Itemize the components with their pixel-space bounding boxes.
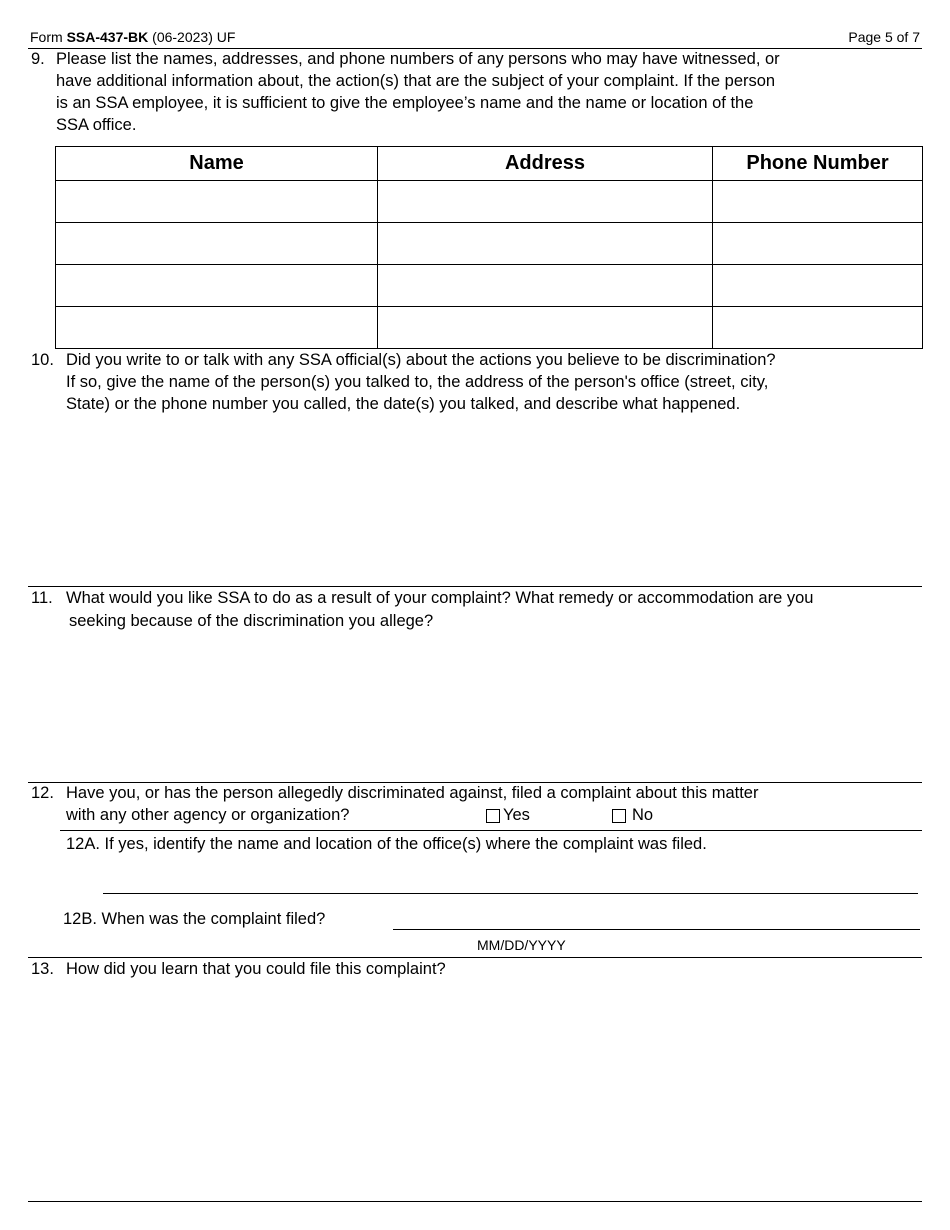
- witness-name-cell[interactable]: [56, 223, 378, 265]
- column-header-phone: Phone Number: [713, 147, 923, 181]
- q10-answer-area[interactable]: [66, 420, 916, 580]
- q12a-label: 12A. If yes, identify the name and location of the office(s) where the complaint was filed.: [66, 835, 707, 853]
- witness-table: [55, 146, 923, 349]
- q11-text-line-2: seeking because of the discrimination you allege?: [69, 612, 434, 630]
- table-row: [56, 181, 923, 223]
- no-checkbox[interactable]: [612, 809, 626, 823]
- table-row: [56, 307, 923, 349]
- q10-text-line-1: Did you write to or talk with any SSA official(s) about the actions you believe to be discrimination?: [66, 351, 776, 369]
- q9-text-line-3: is an SSA employee, it is sufficient to give the employee’s name and the name or location of the: [56, 94, 754, 112]
- witness-phone-cell[interactable]: [713, 181, 923, 223]
- witness-address-cell[interactable]: [378, 223, 713, 265]
- page-number: Page 5 of 7: [848, 29, 920, 45]
- q9-text-line-2: have additional information about, the action(s) that are the subject of your complaint. If the person: [56, 72, 776, 90]
- column-header-address: Address: [378, 147, 713, 181]
- witness-address-cell[interactable]: [378, 307, 713, 349]
- q10-text-line-2: If so, give the name of the person(s) you talked to, the address of the person's office (street, city,: [66, 373, 769, 391]
- yes-label: Yes: [503, 806, 530, 824]
- witness-address-cell[interactable]: [378, 181, 713, 223]
- q12-text-line-2: with any other agency or organization?: [66, 806, 350, 824]
- q11-answer-area[interactable]: [66, 636, 916, 776]
- q10-text-line-3: State) or the phone number you called, the date(s) you talked, and describe what happened.: [66, 395, 741, 413]
- witness-phone-cell[interactable]: [713, 265, 923, 307]
- table-row: [56, 223, 923, 265]
- q11-text-line-1: What would you like SSA to do as a result of your complaint? What remedy or accommodation are you: [66, 589, 814, 607]
- q9-text-line-4: SSA office.: [56, 116, 137, 134]
- q13-answer-area[interactable]: [66, 986, 916, 1191]
- q12-no-option[interactable]: [612, 804, 653, 826]
- witness-phone-cell[interactable]: [713, 307, 923, 349]
- page-bottom-rule: [28, 1201, 922, 1202]
- table-row: [56, 265, 923, 307]
- q12b-date-field[interactable]: [393, 902, 919, 928]
- witness-phone-cell[interactable]: [713, 223, 923, 265]
- no-label: No: [632, 806, 654, 824]
- q9-number: 9.: [31, 50, 45, 68]
- q9-text-line-1: Please list the names, addresses, and phone numbers of any persons who may have witnessed, or: [56, 50, 780, 68]
- witness-name-cell[interactable]: [56, 265, 378, 307]
- column-header-name: Name: [56, 147, 378, 181]
- yes-checkbox[interactable]: [486, 809, 500, 823]
- witness-name-cell[interactable]: [56, 181, 378, 223]
- q13-label: How did you learn that you could file this complaint?: [66, 960, 446, 978]
- date-format-hint: MM/DD/YYYY: [477, 937, 566, 953]
- witness-address-cell[interactable]: [378, 265, 713, 307]
- q12b-label: 12B. When was the complaint filed?: [63, 910, 326, 928]
- q12a-answer-line: [103, 893, 918, 894]
- q13-number: 13.: [31, 960, 54, 978]
- q12-yes-option[interactable]: [486, 804, 530, 826]
- q11-number: 11.: [31, 589, 53, 607]
- q12a-answer-field[interactable]: [103, 862, 917, 890]
- q12-number: 12.: [31, 784, 54, 802]
- q12-divider: [60, 830, 922, 831]
- witness-table-header-row: [56, 147, 923, 181]
- q10-number: 10.: [31, 351, 54, 369]
- q12b-date-line: [393, 929, 920, 930]
- witness-name-cell[interactable]: [56, 307, 378, 349]
- form-identifier: Form SSA-437-BK (06-2023) UF: [30, 29, 236, 45]
- q12-text-line-1: Have you, or has the person allegedly discriminated against, filed a complaint about this matter: [66, 784, 759, 802]
